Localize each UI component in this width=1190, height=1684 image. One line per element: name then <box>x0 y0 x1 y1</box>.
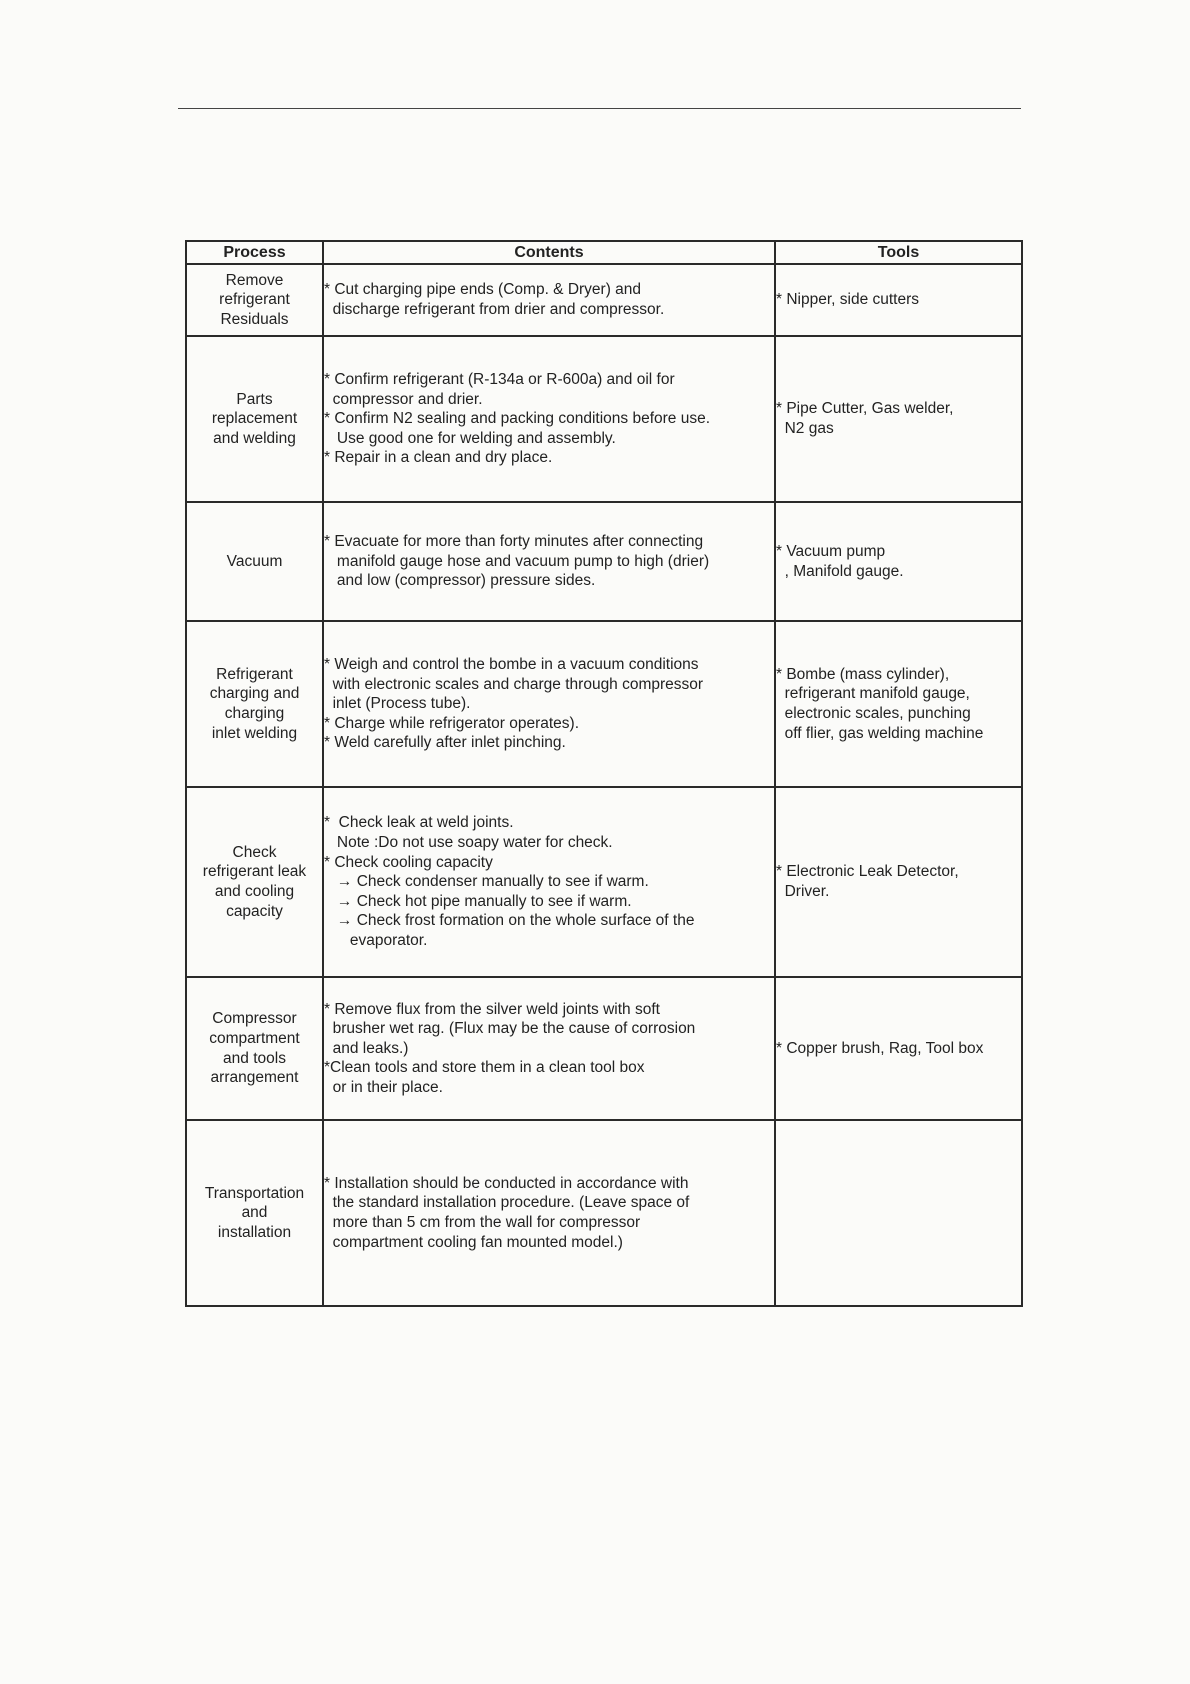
tools-line: off flier, gas welding machine <box>776 724 984 742</box>
process-line: inlet welding <box>211 724 298 742</box>
contents-line: * Installation should be conducted in accordance with <box>324 1174 689 1192</box>
process-cell <box>186 336 323 502</box>
process-line: Residuals <box>220 310 289 328</box>
contents-cell <box>323 502 775 621</box>
process-line: refrigerant <box>219 291 290 309</box>
contents-line: * Repair in a clean and dry place. <box>324 449 553 467</box>
tools-line: * Vacuum pump <box>776 542 886 560</box>
contents-line: more than 5 cm from the wall for compressor <box>324 1214 641 1231</box>
process-line: arrangement <box>210 1069 299 1087</box>
contents-line: * Charge while refrigerator operates). <box>324 714 580 732</box>
process-line: replacement <box>211 410 298 428</box>
tools-cell <box>775 336 1022 502</box>
process-line: Parts <box>236 390 273 408</box>
contents-line: * Remove flux from the silver weld joints with soft <box>324 1000 660 1018</box>
tools-line: Driver. <box>776 883 830 900</box>
contents-line: discharge refrigerant from drier and compressor. <box>324 301 665 318</box>
contents-line: with electronic scales and charge through compressor <box>324 675 704 693</box>
tools-line: * Copper brush, Rag, Tool box <box>776 1039 984 1057</box>
contents-cell <box>323 1120 775 1306</box>
contents-line: * Confirm N2 sealing and packing conditions before use. <box>324 410 711 428</box>
process-line: Check <box>232 843 277 861</box>
process-line: refrigerant leak <box>202 863 307 881</box>
table-row <box>186 264 1022 336</box>
tools-cell <box>775 264 1022 336</box>
contents-cell <box>323 336 775 502</box>
contents-line: *Clean tools and store them in a clean tool box <box>324 1059 645 1077</box>
process-line: and welding <box>213 429 296 447</box>
tools-line: * Bombe (mass cylinder), <box>776 665 950 683</box>
tools-cell <box>775 787 1022 977</box>
contents-line: compressor and drier. <box>324 390 483 408</box>
tools-line: , Manifold gauge. <box>776 562 904 580</box>
table-row <box>186 1120 1022 1306</box>
process-cell <box>186 787 323 977</box>
contents-line: * Check cooling capacity <box>324 853 493 871</box>
tools-line: N2 gas <box>776 420 834 437</box>
contents-line: inlet (Process tube). <box>324 695 471 713</box>
column-header-contents: Contents <box>323 241 775 264</box>
contents-line: * Weld carefully after inlet pinching. <box>324 734 566 752</box>
contents-line: * Weigh and control the bombe in a vacuum conditions <box>324 656 699 674</box>
contents-line: → Check condenser manually to see if warm. <box>324 873 649 891</box>
process-cell <box>186 502 323 621</box>
contents-line: manifold gauge hose and vacuum pump to high (drier) <box>324 552 710 570</box>
tools-cell <box>775 1120 1022 1306</box>
tools-cell <box>775 502 1022 621</box>
process-line: capacity <box>226 902 283 920</box>
contents-line: * Evacuate for more than forty minutes after connecting <box>324 533 704 551</box>
repair-process-table <box>185 240 1023 1307</box>
contents-line: * Check leak at weld joints. <box>324 814 514 832</box>
process-line: installation <box>217 1223 292 1241</box>
table-row <box>186 621 1022 787</box>
contents-line: → Check frost formation on the whole surface of the <box>324 912 695 930</box>
process-cell <box>186 1120 323 1306</box>
contents-line: evaporator. <box>324 931 428 949</box>
header-rule <box>178 108 1021 109</box>
column-header-tools: Tools <box>775 241 1022 264</box>
process-line: Vacuum <box>226 552 283 570</box>
process-line: charging and <box>209 685 300 703</box>
contents-line: compartment cooling fan mounted model.) <box>324 1233 623 1251</box>
tools-line: refrigerant manifold gauge, <box>776 685 970 703</box>
contents-line: brusher wet rag. (Flux may be the cause of corrosion <box>324 1020 696 1038</box>
process-line: Refrigerant <box>216 665 293 683</box>
tools-line: * Electronic Leak Detector, <box>776 863 959 881</box>
contents-line: and leaks.) <box>324 1039 409 1057</box>
tools-line: * Nipper, side cutters <box>776 291 920 309</box>
contents-line: the standard installation procedure. (Leave space of <box>324 1194 690 1212</box>
process-line: Remove <box>225 271 284 289</box>
process-cell <box>186 977 323 1120</box>
process-cell <box>186 264 323 336</box>
contents-cell <box>323 621 775 787</box>
contents-cell <box>323 977 775 1120</box>
process-line: compartment <box>209 1029 300 1047</box>
tools-line: * Pipe Cutter, Gas welder, <box>776 400 954 418</box>
contents-line: * Confirm refrigerant (R-134a or R-600a) and oil for <box>324 371 675 389</box>
process-cell <box>186 621 323 787</box>
table-row <box>186 502 1022 621</box>
table-header-row <box>186 241 1022 264</box>
contents-cell <box>323 264 775 336</box>
process-line: and <box>241 1204 268 1222</box>
contents-line: or in their place. <box>324 1078 443 1096</box>
contents-line: Use good one for welding and assembly. <box>324 429 616 447</box>
column-header-process: Process <box>186 241 323 264</box>
table-row <box>186 336 1022 502</box>
contents-line: * Cut charging pipe ends (Comp. & Dryer) and <box>324 281 642 299</box>
process-line: and tools <box>223 1049 286 1067</box>
contents-line: Note :Do not use soapy water for check. <box>324 834 613 852</box>
contents-cell <box>323 787 775 977</box>
process-line: charging <box>224 705 285 722</box>
table-row <box>186 787 1022 977</box>
contents-line: and low (compressor) pressure sides. <box>324 572 596 590</box>
process-line: Compressor <box>212 1010 297 1028</box>
tools-cell <box>775 621 1022 787</box>
contents-line: → Check hot pipe manually to see if warm. <box>324 892 632 910</box>
process-line: Transportation <box>204 1184 305 1202</box>
tools-line: electronic scales, punching <box>776 705 971 722</box>
process-line: and cooling <box>214 883 295 900</box>
tools-cell <box>775 977 1022 1120</box>
table-row <box>186 977 1022 1120</box>
